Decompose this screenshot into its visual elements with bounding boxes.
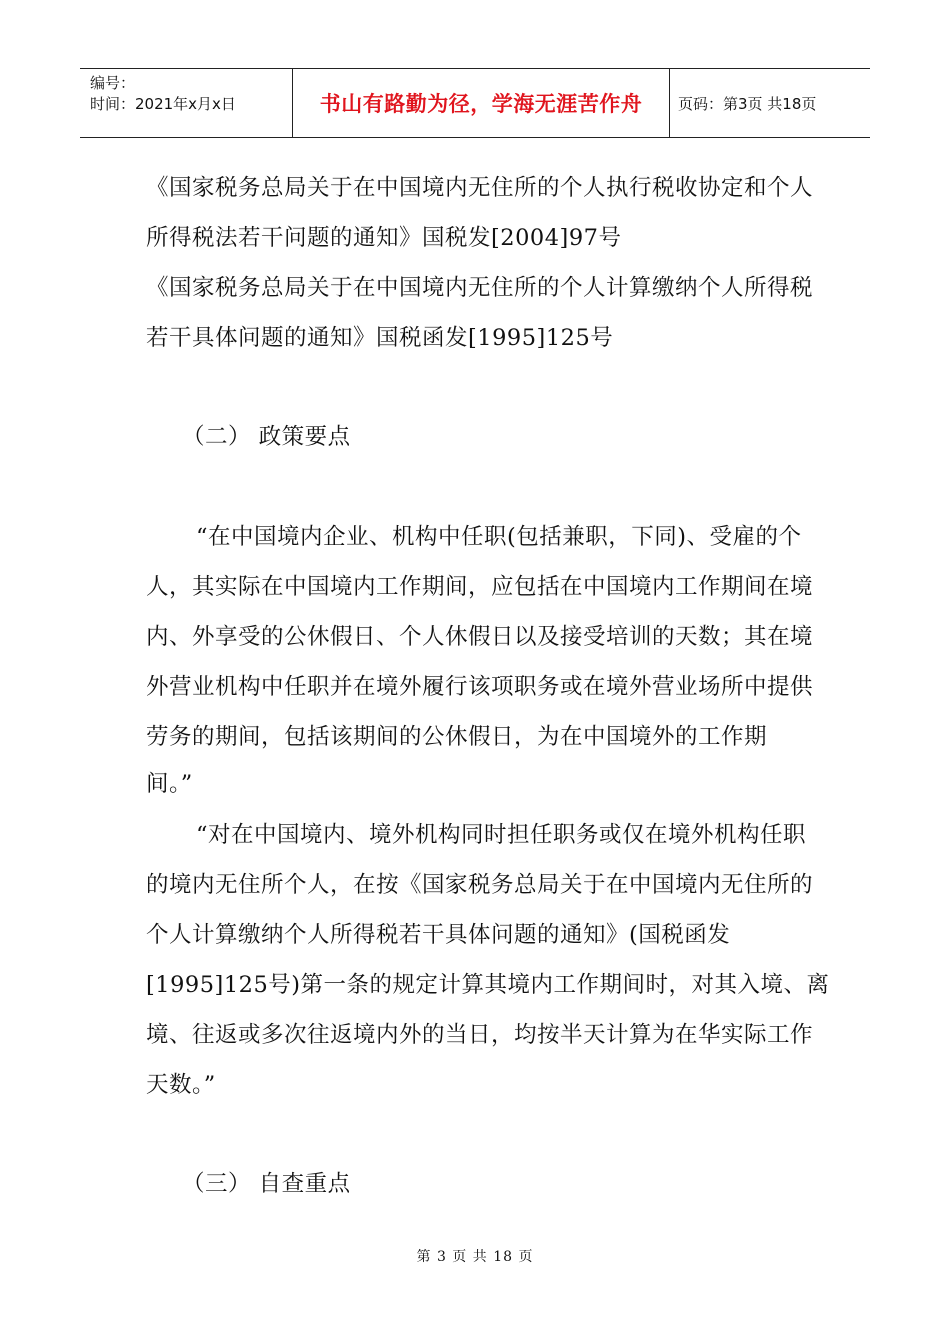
header-meta-cell [80,69,293,137]
quote-line: 天数。” [146,1072,216,1098]
quote-line: 个人计算缴纳个人所得税若干具体问题的通知》(国税函发 [146,922,731,948]
ref-line: 若干具体问题的通知》国税函发[1995]125号 [146,325,614,351]
header-page-info: 页码：第3页 共18页 [678,94,817,113]
quote-line: “对在中国境内、境外机构同时担任职务或仅在境外机构任职 [196,822,807,848]
quote-line: “在中国境内企业、机构中任职(包括兼职，下同)、受雇的个 [196,524,802,550]
header-motto: 书山有路勤为径，学海无涯苦作舟 [293,69,670,137]
quote-line: 间。” [146,771,193,797]
quote-line: [1995]125号)第一条的规定计算其境内工作期间时，对其入境、离 [146,972,830,998]
quote-line: 境、往返或多次往返境内外的当日，均按半天计算为在华实际工作 [146,1022,814,1048]
ref-line: 《国家税务总局关于在中国境内无住所的个人执行税收协定和个人 [146,175,814,201]
ref-line: 所得税法若干问题的通知》国税发[2004]97号 [146,225,622,251]
quote-line: 外营业机构中任职并在境外履行该项职务或在境外营业场所中提供 [146,674,814,700]
page-footer: 第 3 页 共 18 页 [416,1249,534,1265]
quote-line: 人，其实际在中国境内工作期间，应包括在中国境内工作期间在境 [146,574,814,600]
section-heading-policy-points: （二） 政策要点 [182,424,351,450]
quote-line: 内、外享受的公休假日、个人休假日以及接受培训的天数；其在境 [146,624,814,650]
document-header [80,68,870,138]
ref-line: 《国家税务总局关于在中国境内无住所的个人计算缴纳个人所得税 [146,275,814,301]
document-number-label: 编号： [90,74,136,92]
section-heading-self-check: （三） 自查重点 [182,1171,351,1197]
quote-line: 劳务的期间，包括该期间的公休假日，为在中国境外的工作期 [146,724,768,750]
quote-line: 的境内无住所个人，在按《国家税务总局关于在中国境内无住所的 [146,872,814,898]
document-time-label: 时间：2021年x月x日 [90,95,236,113]
